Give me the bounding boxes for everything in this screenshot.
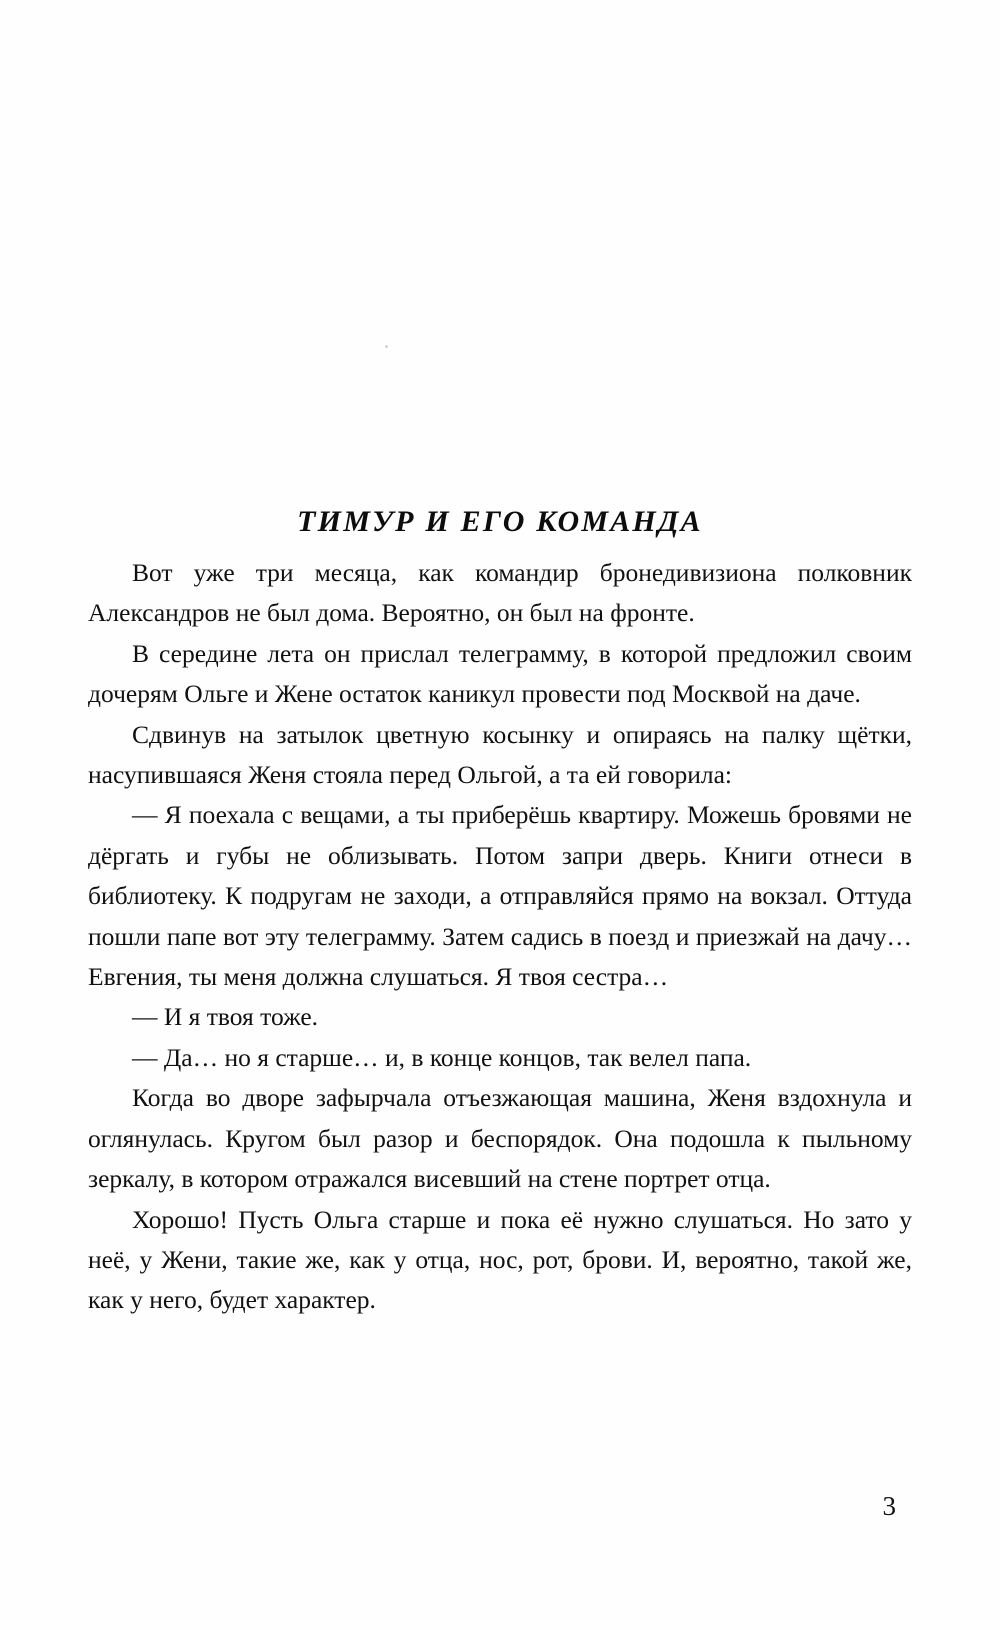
page-number: 3 <box>882 1491 896 1521</box>
paragraph: Сдвинув на затылок цветную косынку и опираясь на палку щётки, насупившаяся Женя стояла перед Ольгой, а та ей говорила: <box>88 719 912 790</box>
paragraph: — Я поехала с вещами, а ты приберёшь квартиру. Можешь бровями не дёргать и губы не облизывать. Потом запри дверь. Книги отнеси в библиотеку. К подругам не заходи, а отправляйся прямо на вокзал. Оттуда пошли папе вот эту телеграмму. Затем садись в поезд и приезжай на дачу… Евгения, ты меня должна слушаться. Я твоя сестра… <box>88 800 912 992</box>
paragraph: В середине лета он прислал телеграмму, в которой предложил своим дочерям Ольге и Жене остаток каникул провести под Москвой на даче. <box>88 638 912 709</box>
page-content <box>88 0 912 1630</box>
paragraph: Хорошо! Пусть Ольга старше и пока её нужно слушаться. Но зато у неё, у Жени, такие же, как у отца, нос, рот, брови. И, вероятно, такой же, как у него, будет характер. <box>88 1204 912 1315</box>
chapter-title: ТИМУР И ЕГО КОМАНДА <box>297 505 703 538</box>
paragraph: — Да… но я старше… и, в конце концов, так велел папа. <box>132 1042 752 1072</box>
paragraph: — И я твоя тоже. <box>132 1002 319 1032</box>
paragraph: Вот уже три месяца, как командир бронедивизиона полковник Александров не был дома. Вероятно, он был на фронте. <box>88 558 912 628</box>
body-text <box>88 553 912 1321</box>
paragraph: Когда во дворе зафырчала отъезжающая машина, Женя вздохнула и оглянулась. Кругом был разор и беспорядок. Она подошла к пыльному зеркалу, в котором отражался висевший на стене портрет отца. <box>88 1083 912 1194</box>
